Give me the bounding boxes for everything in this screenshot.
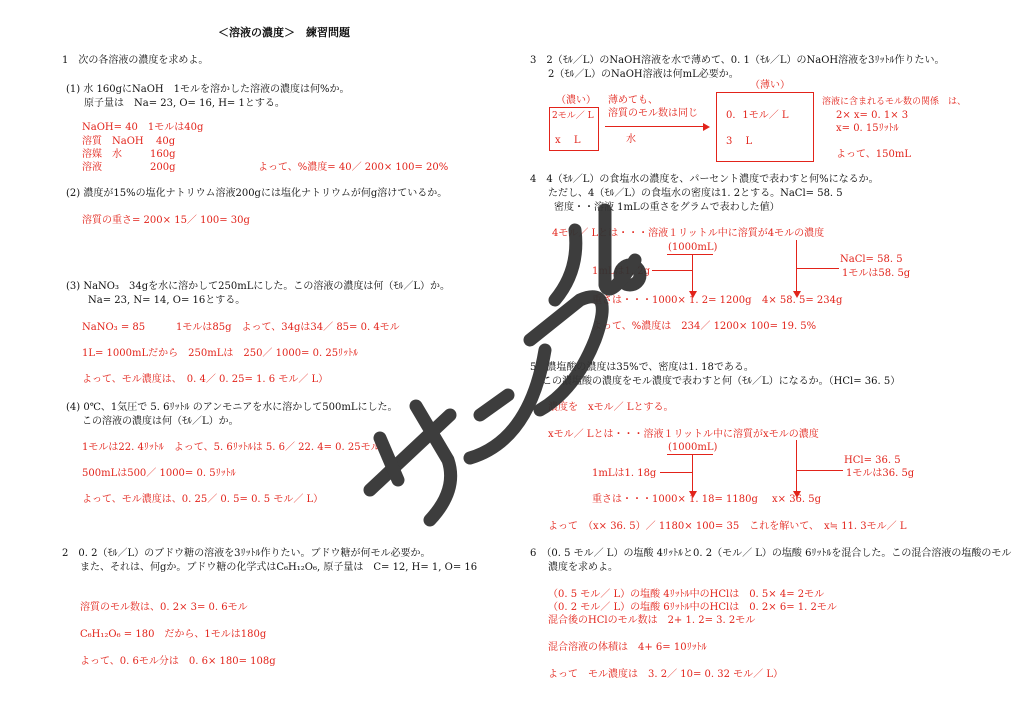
- q5-total-mass: 重さは・・・1000× 1. 18= 1180g: [592, 494, 758, 505]
- q1-3-question: (3) NaNO₃ 34gを水に溶かして250mLにした。この溶液の濃度は何（ﾓﾙ／L）か。: [66, 281, 450, 292]
- q1-1-result: よって、%濃度= 40／ 200× 100= 20%: [258, 162, 449, 173]
- q6-answer-line2: （0. 2 モル／ L）の塩酸 6ﾘｯﾄﾙ中のHClは 0. 2× 6= 1. 2モル: [548, 602, 837, 613]
- q3-relation-label: 溶液に含まれるモル数の関係 は、: [822, 97, 967, 107]
- q4-question-line2: ただし、4（ﾓﾙ／L）の食塩水の密度は1. 2とする。NaCl= 58. 5: [548, 188, 843, 199]
- q1-4-question: (4) 0℃、1気圧で 5. 6ﾘｯﾄﾙ のアンモニアを水に溶かして500mLにした。: [66, 402, 398, 413]
- q6-answer-line3: 混合後のHClのモル数は 2+ 1. 2= 3. 2モル: [548, 615, 756, 626]
- q1-4-question-line2: この溶液の濃度は何（ﾓﾙ／L）か。: [82, 416, 239, 427]
- q1-1-solute-name: NaOH: [112, 136, 144, 147]
- q4-question: 4 4（ﾓﾙ／L）の食塩水の濃度を、パーセント濃度で表わすと何%になるか。: [530, 174, 879, 185]
- q3-note-line1: 薄めても、: [608, 95, 658, 106]
- q5-question-line2: この濃塩酸の濃度をモル濃度で表わすと何（ﾓﾙ／L）になるか。（HCl= 36. 5）: [542, 376, 901, 387]
- q1-2-answer: 溶質の重さ= 200× 15／ 100= 30g: [82, 215, 250, 226]
- q1-heading: 1 次の各溶液の濃度を求めよ。: [62, 55, 209, 66]
- q4-left-arrow-line: [692, 255, 693, 293]
- q5-right-side-line: [797, 470, 843, 471]
- q5-solute-mass: x× 36. 5g: [772, 494, 822, 505]
- q1-2-question: (2) 濃度が15%の塩化ナトリウム溶液200gには塩化ナトリウムが何g溶けているか。: [66, 188, 448, 199]
- q1-1-solvent-label: 溶媒: [82, 149, 102, 160]
- q4-volume-note: (1000mL): [668, 242, 718, 253]
- page-title: ＜溶液の濃度＞ 練習問題: [218, 26, 350, 39]
- q3-solution: x= 0. 15ﾘｯﾄﾙ: [836, 123, 899, 134]
- q4-molar-mass: NaCl= 58. 5: [840, 254, 903, 265]
- q4-definition: 4モル／ Lとは・・・溶液１リットル中に溶質が4モルの濃度: [552, 228, 825, 239]
- q4-right-side-line: [797, 268, 839, 269]
- q4-side-arrow-line: [652, 270, 692, 271]
- q6-question: 6 （0. 5 モル／ L）の塩酸 4ﾘｯﾄﾙと0. 2（モル／ L）の塩酸 6ﾘｯﾄﾙを混合した。この混合溶液の塩酸のモル: [530, 548, 1012, 559]
- q2-question: 2 0. 2（ﾓﾙ／L）のブドウ糖の溶液を3ﾘｯﾄﾙ作りたい。ブドウ糖が何モル必要か。: [62, 548, 431, 559]
- q5-left-arrow-line: [692, 455, 693, 493]
- q4-total-mass: 重さは・・・1000× 1. 2= 1200g: [592, 295, 752, 306]
- q1-3-result: よって、モル濃度は、 0. 4／ 0. 25= 1. 6 モル／ L）: [82, 374, 329, 385]
- q3-box2-concentration: 0．1モル／ L: [726, 110, 789, 121]
- q3-box1-volume: x L: [555, 135, 581, 146]
- q5-mass-per-ml: 1mLは1. 18g: [592, 468, 657, 479]
- q3-box2-volume: 3 L: [726, 136, 753, 147]
- q5-result: よって （x× 36. 5）／ 1180× 100= 35 これを解いて、 x≒ 11. 3モル／ L: [548, 521, 907, 532]
- q1-4-result: よって、モル濃度は、0. 25／ 0. 5= 0. 5 モル／ L）: [82, 494, 324, 505]
- q4-solute-mass: 4× 58. 5= 234g: [762, 295, 843, 306]
- q4-result: よって、%濃度は 234／ 1200× 100= 19. 5%: [592, 321, 817, 332]
- q2-question-line2: また、それは、何gか。ブドウ糖の化学式はC₆H₁₂O₆, 原子量は C= 12, H= 1, O= 16: [80, 562, 478, 573]
- q3-thin-label: （薄い）: [750, 80, 790, 91]
- q5-right-arrow-line: [796, 440, 797, 493]
- q3-equation: 2× x= 0. 1× 3: [836, 110, 909, 121]
- q4-right-arrow-line: [796, 240, 797, 293]
- q5-molar-mass: HCl= 36. 5: [844, 455, 901, 466]
- q1-1-solvent-name: 水: [112, 149, 122, 160]
- q1-1-answer-line1: NaOH= 40 1モルは40g: [82, 122, 204, 133]
- q1-3-moles: 1モルは85g よって、34gは34／ 85= 0. 4モル: [176, 322, 400, 333]
- q1-3-formula-mass: NaNO₃ = 85: [82, 322, 146, 333]
- q1-4-moles: 1モルは22. 4ﾘｯﾄﾙ よって、5. 6ﾘｯﾄﾙは 5. 6／ 22. 4= 0. 25モル: [82, 442, 381, 453]
- q1-4-volume: 500mLは500／ 1000= 0. 5ﾘｯﾄﾙ: [82, 468, 236, 479]
- q3-question-line2: 2（ﾓﾙ／L）のNaOH溶液は何mL必要か。: [548, 69, 739, 80]
- q6-answer-line4: 混合溶液の体積は 4+ 6= 10ﾘｯﾄﾙ: [548, 642, 707, 653]
- q3-note-line2: 溶質のモル数は同じ: [608, 108, 698, 119]
- q2-answer-line1: 溶質のモル数は、0. 2× 3= 0. 6モル: [80, 602, 248, 613]
- q3-dilution-arrow-line: [605, 126, 705, 127]
- q6-answer-line5: よって モル濃度は 3. 2／ 10= 0. 32 モル／ L）: [548, 669, 783, 680]
- q1-1-solution-label: 溶液: [82, 162, 102, 173]
- q5-assumption: 濃度を xモル／ Lとする。: [548, 402, 674, 413]
- q3-question: 3 2（ﾓﾙ／L）のNaOH溶液を水で薄めて、0. 1（ﾓﾙ／L）のNaOH溶液を3ﾘｯﾄﾙ作りたい。: [530, 55, 945, 66]
- q3-water-label: 水: [626, 134, 636, 145]
- q1-1-atomic-mass: 原子量は Na= 23, O= 16, H= 1とする。: [84, 98, 285, 109]
- q2-answer-line3: よって、0. 6モル分は 0. 6× 180= 108g: [80, 656, 276, 667]
- q1-3-volume: 1L= 1000mLだから 250mLは 250／ 1000= 0. 25ﾘｯﾄﾙ: [82, 348, 359, 359]
- q6-question-line2: 濃度を求めよ。: [548, 562, 618, 573]
- q3-thick-label: （濃い）: [556, 95, 596, 106]
- q3-dilution-arrow-head: [703, 123, 710, 131]
- q3-box1-concentration: 2モル／ L: [552, 111, 594, 121]
- q5-side-arrow-line: [660, 472, 692, 473]
- q5-definition: xモル／ Lとは・・・溶液１リットル中に溶質がxモルの濃度: [548, 429, 819, 440]
- q1-1-solution-mass: 200g: [150, 162, 176, 173]
- q1-3-atomic-mass: Na= 23, N= 14, O= 16とする。: [88, 295, 246, 306]
- q3-diluted-box: [716, 92, 814, 162]
- q4-mass-per-ml: 1mLは1. 2g: [592, 266, 650, 277]
- q4-volume-underline: [667, 254, 713, 255]
- q6-answer-line1: （0. 5 モル／ L）の塩酸 4ﾘｯﾄﾙ中のHClは 0. 5× 4= 2モル: [548, 589, 825, 600]
- q1-1-solute-label: 溶質: [82, 136, 102, 147]
- q5-volume-underline: [667, 454, 713, 455]
- q1-1-solvent-mass: 160g: [150, 149, 176, 160]
- q5-one-mole-mass: 1モルは36. 5g: [846, 468, 915, 479]
- q5-question: 5 濃塩酸の濃度は35%で、密度は1. 18である。: [530, 362, 754, 373]
- q5-volume-note: (1000mL): [668, 442, 718, 453]
- q4-one-mole-mass: 1モルは58. 5g: [842, 268, 911, 279]
- q1-1-solute-mass: 40g: [156, 136, 176, 147]
- q1-1-question: (1) 水 160gにNaOH 1モルを溶かした溶液の濃度は何%か。: [66, 84, 350, 95]
- q4-density-note: 密度・・溶液 1mLの重さをグラムで表わした値）: [554, 202, 780, 213]
- q2-answer-line2: C₆H₁₂O₆ = 180 だから、1モルは180g: [80, 629, 267, 640]
- q3-result: よって、150mL: [836, 149, 912, 160]
